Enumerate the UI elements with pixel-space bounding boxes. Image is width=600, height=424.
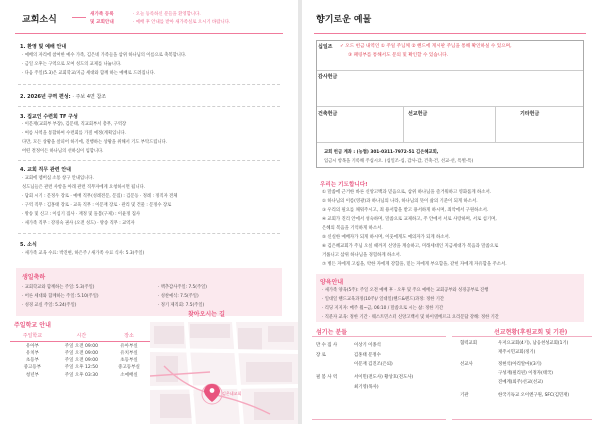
section-heading: 1. 환영 및 예배 안내 — [20, 44, 67, 50]
nurture-item: · 직분자 교육: 정한 기간 · 웨스트민스터 신앙고백서 및 하이델베르크 요리문답 강해: 정한 기간 — [322, 315, 499, 320]
schedule-cell: 유아부 — [25, 343, 39, 349]
event-item: · 성찬예식: 7.5(주일) — [158, 294, 199, 299]
nurture-title: 양육안내 — [320, 279, 344, 286]
form-row — [317, 71, 583, 107]
section-line: · 담회 시기 : 문정우 장로 · 예배 직무(성례전문, 문집) : 김문동 · 정례 : 정직자 전체 — [22, 194, 178, 199]
nurture-item: · 리딩 지지자: 매주 월~금, 06:10 / 말씀으로 시는 삶: 정한 기간 — [322, 306, 444, 311]
event-item: · 교회학교와 함께하는 주일: 5.3(주일) — [22, 285, 95, 290]
schedule-cell: 주일 오전 09:00 — [64, 358, 98, 364]
section-line: · 다음 주일(5.3)은 교회학교/지금 세대와 함께 하는 예배로 드려집니다. — [22, 71, 156, 76]
serve-names: 최기영(목사) — [354, 385, 379, 390]
offering-title: 향기로운 예물 — [316, 15, 372, 25]
section-heading — [20, 93, 106, 100]
notice-line-2: · 예배 후 안내를 받아 새가족실로 오시기 바랍니다. — [133, 20, 231, 25]
table-row — [10, 364, 150, 371]
section-line: · 여름 사역을 통합하여 수련회를 가질 예정(계획입니다. — [22, 131, 126, 136]
schedule-title: 주일학교 안내 — [14, 322, 51, 329]
map-pin-label: 김은네교회 — [222, 391, 242, 396]
serve-names: 김홍태 문정수 — [354, 353, 381, 358]
support-entry: 우저요교회(4기), 남응천성교회(1기) — [498, 341, 569, 346]
form-divider — [495, 107, 496, 143]
prayer-item: ⑥ 김은혜교회가 주님 오실 때까지 신앙을 계승하고, 미래세대인 지금세대가 복음과 말씀으로 — [322, 244, 499, 249]
section-line: · 금일 오후는 구역으로 모여 성도의 교제를 나눕니다. — [22, 62, 122, 67]
prayer-item: 은혜의 복음을 기억하게 하소서. — [322, 226, 383, 231]
serve-role: 만 수 집 사 — [316, 343, 338, 348]
location-map — [150, 322, 298, 424]
schedule-cell: 유아부실 — [120, 343, 138, 349]
notice-line-1: · 오늘 등록하신 분들을 환영합니다. — [133, 12, 201, 17]
left-page — [0, 0, 298, 424]
schedule-cell: 중고등부실 — [118, 365, 140, 371]
section-divider — [18, 233, 280, 234]
serve-role: 장 로 — [316, 353, 326, 358]
section-line: · 새가족 직무 : 강경숙 권사 (오전 성도) · 방송 직무 : 교역자 — [22, 221, 135, 226]
section-line: · 새가족 교육 수료: 박진현, 하은주 / 새가족 수료 식사: 5.3(주일) — [22, 251, 145, 256]
section-line: · 교회에 멤버십 소통 창구 안내입니다. — [22, 176, 94, 181]
notice-label-1: 새가족 등록 — [90, 12, 114, 17]
table-row — [10, 349, 150, 356]
section-heading: 5. 소식 — [20, 242, 37, 248]
table-row — [10, 371, 150, 378]
section-heading: 3. 집교인 수련회 TF 구성 — [20, 114, 78, 120]
schedule-cell: 청년부 — [25, 372, 39, 378]
section-line: 어떤 결정이든 하나님의 선하심이 임합니다. — [22, 149, 104, 154]
serve-names: 서이민(전도사) 황상호(전도사) — [354, 375, 414, 380]
map-title: 찾아오시는 길 — [188, 311, 225, 318]
support-entry: 재주시민교회(정기) — [498, 350, 536, 355]
event-item: · 성경 교실 주일: 5.24(주일) — [22, 303, 77, 308]
nurture-item: · 일대일 핸드교육과정(10주)/ 일대일(핸드&펜드)과정: 정한 기간 — [322, 297, 445, 302]
offering-notice-2: ③ 패링부를 통해서도 문의 및 확인할 수 있습니다. — [348, 53, 449, 58]
thanks-offering-label: 감사헌금 — [318, 74, 338, 80]
offering-notice-1: ✓ 오드 헌금 내역인 ① 주일 주님께 ② 헨드에 게시판 주님을 통해 확인하실 수 있으며, — [340, 44, 512, 49]
schedule-cell: 유치부 — [25, 350, 39, 356]
section-heading: 4. 교회 직무 관련 안내 — [20, 167, 71, 173]
notice-label-2: 및 교회안내 — [90, 20, 114, 25]
table-row — [10, 356, 150, 363]
prayer-item: ④ 교회가 진리 안에서 성숙하며, 말씀으로 교제하고, 주 안에서 서로 사랑하며, 서로 섬기며, — [322, 217, 497, 222]
prayer-item: ① 말씀에 근거한 바른 신앙고백과 믿음으로, 삼위 하나님을 즐거워하고 영화롭게 하소서. — [322, 190, 492, 195]
support-entry: 정현석(아리알마)(3기) — [498, 362, 542, 367]
support-entry: 한국기독교 오이엔구원, SFC(김민재) — [498, 393, 570, 398]
schedule-col-header: 시간 — [55, 331, 108, 342]
prayer-item: ② 하나님의 이름(영광)과 하나님의 나라, 하나님의 뜻이 삶의 기준이 되게 하소서. — [322, 199, 478, 204]
schedule-table — [10, 331, 150, 379]
schedule-cell: 주일 오후 03:30 — [64, 372, 98, 378]
prayer-item: 거룹니고 삼위 하나님을 경험하게 하소서. — [322, 253, 402, 258]
header-underline — [314, 33, 586, 34]
prayer-item: ③ 우리의 필요를 채워주시고, 죄 용서함을 받고 용서하게 하시며, 죄악에서 구원하소서. — [322, 208, 489, 213]
schedule-cell: 중고등부 — [23, 365, 42, 371]
serve-names: 이상기 이종석 — [354, 343, 381, 348]
schedule-cell: 유치부실 — [120, 350, 138, 356]
section-heading-text: 2. 2026년 구역 편성: — [20, 94, 71, 100]
schedule-cell: 주일 오후 12:50 — [64, 365, 98, 371]
mission-offering-label: 선교헌금 — [408, 111, 428, 117]
title-accent-line — [72, 17, 86, 18]
events-title: 생일축하 — [22, 274, 46, 281]
building-offering-label: 건축헌금 — [318, 111, 338, 117]
header-underline — [15, 33, 283, 34]
schedule-cell: 주일 오전 09:00 — [64, 350, 98, 356]
nurture-item: · 새가족 양육(5주): 주일 오전 예배 후 · 오후 및 주요 예배는 교회공부와 성경공부로 진행 — [322, 288, 489, 293]
event-item: · 맥추감사주일: 7.5(주일) — [158, 285, 207, 290]
section-divider — [18, 160, 280, 161]
support-category: 선교사 — [460, 362, 473, 367]
table-row — [10, 342, 150, 350]
support-title: 선교현황(후원교회 및 기관) — [494, 329, 568, 336]
schedule-col-header: 장소 — [108, 331, 150, 342]
map-graphic — [150, 322, 298, 424]
support-entry: 구성재(필리핀) 이정자(태국) — [498, 371, 553, 376]
section-divider — [18, 84, 280, 85]
support-category: 협력교회 — [460, 341, 477, 346]
section-divider — [18, 106, 280, 107]
section-heading-sub: · 주보 4면 참조 — [72, 94, 107, 100]
church-news-title: 교회소식 — [22, 15, 57, 25]
support-entry: 진예계(외주)선교(선교) — [498, 380, 544, 385]
section-line: 다만, 모든 상황을 살피어 하기에, 진행하는 상황을 위해서 기도 부탁드립니다. — [22, 140, 168, 145]
prayer-item: ⑤ 신실한 예배자가 되게 하시며, 이웃에게도 예의자가 되게 하소서. — [322, 235, 451, 240]
section-line: · 예배의 자리에 참여한 예수 가족, 김은네 가족들을 삼위 하나님의 이름으로 축복합니다. — [22, 53, 187, 58]
event-item: · 어른 세대와 함께하는 주일: 5.10(주일) — [22, 294, 99, 299]
serve-names: 이문재 김진조(은퇴) — [354, 362, 393, 367]
account-note: 입금시 항목을 기록해 주십시오. (십일조-십, 감사-감, 건축-건, 선교-선, 특별-특) — [324, 159, 474, 164]
form-row — [317, 107, 583, 143]
schedule-cell: 초등부실 — [120, 358, 138, 364]
schedule-col-header: 주일학교 — [10, 331, 55, 342]
section-line: · 구역 직무 : 김홍태 장로 · 교육 직무 : 이문재 장로 · 관리 및 건물 : 문정수 장로 — [22, 203, 172, 208]
other-offering-label: 기타헌금 — [520, 111, 540, 117]
section-line: · 방송 및 신고 : 이심기 집사 · 재정 및 돌봄(구제) : 이윤정 집사 — [22, 212, 141, 217]
section-line: · 이문재(교회부 부장), 김문태, 직교회부서 총무, 구역장 — [22, 122, 127, 127]
prayer-item: ⑦ 병든 자에게 고침을, 약한 자에게 강함을, 믿는 자에게 부요함을, 같힌 자에게 자유함을 주소서. — [322, 262, 507, 267]
section-line: 성도님들은 관련 사항을 아래 관련 직무자에게 요청하시면 됩니다. — [22, 185, 145, 190]
schedule-cell: 초등부 — [25, 358, 39, 364]
right-page — [302, 0, 600, 424]
events-box — [16, 268, 282, 316]
tithe-label: 십일조 — [318, 44, 333, 50]
event-item: · 정기 제직회: 7.5(주일) — [158, 303, 205, 308]
schedule-cell: 주일 오전 09:00 — [64, 343, 98, 349]
support-category: 기관 — [460, 393, 469, 398]
serve-role: 필 봄 사 역 — [316, 375, 338, 380]
serve-title: 섬기는 분들 — [316, 329, 348, 336]
offering-form — [316, 40, 584, 168]
form-divider — [403, 107, 404, 143]
schedule-cell: 소예배실 — [120, 372, 138, 378]
account-info: 교회 헌금 계좌 : (농협) 301-0311-7972-51 김은혜교회, — [324, 150, 439, 155]
prayer-title: 우리는 기도합니다! — [320, 182, 368, 188]
